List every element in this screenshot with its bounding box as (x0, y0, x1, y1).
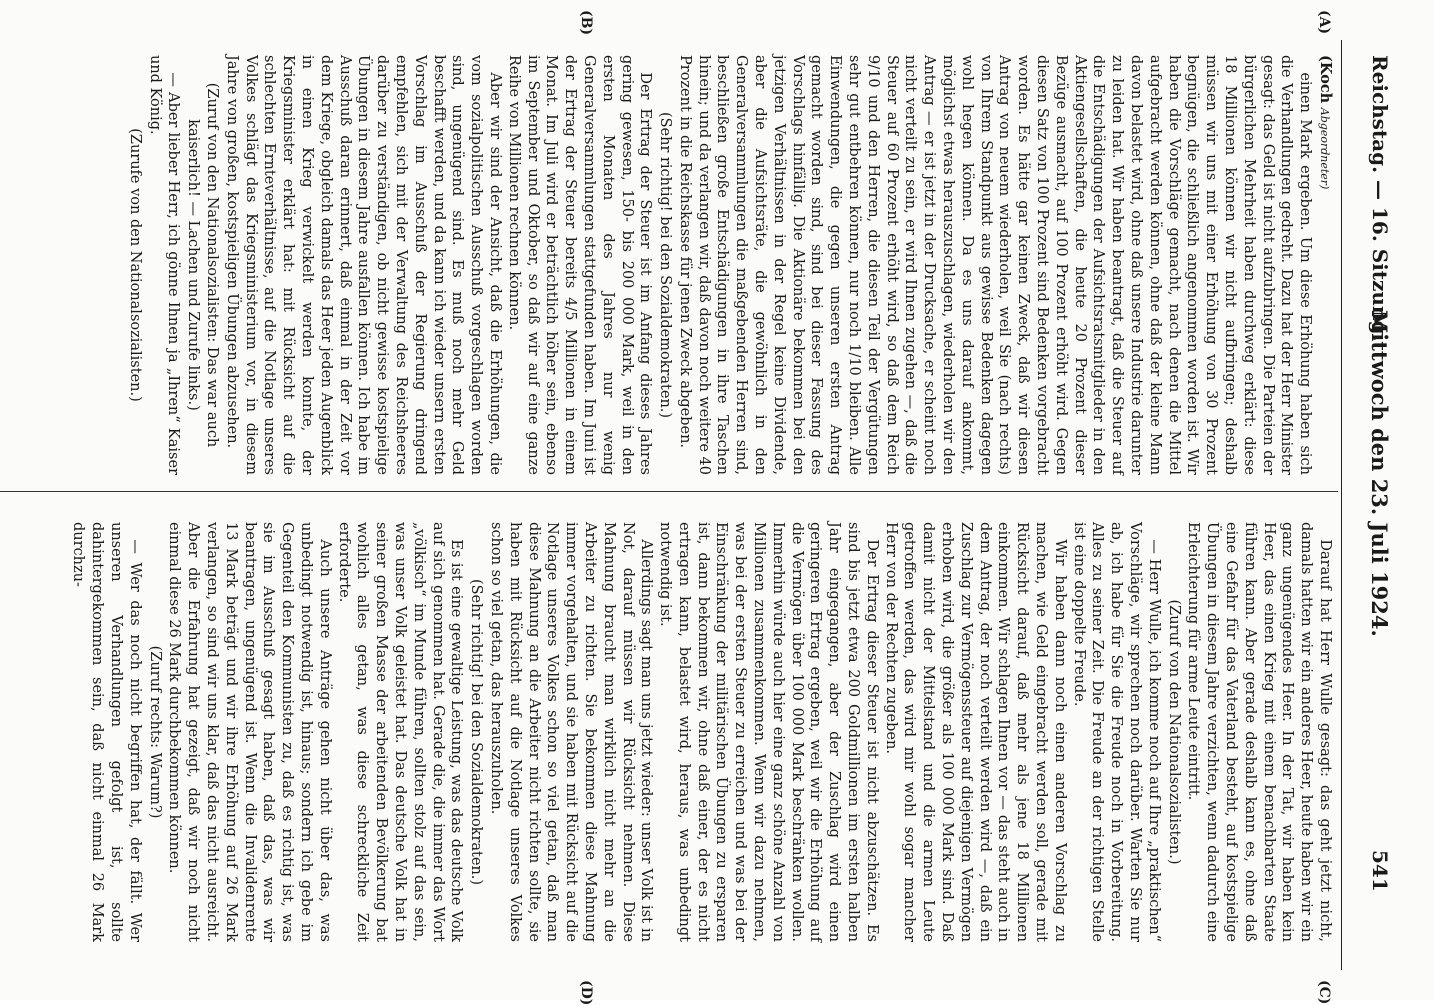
speaker-line (1314, 55, 1334, 475)
interjection: (Zuruf von den Nationalsozialisten.) (1165, 599, 1182, 865)
paragraph: — Aber lieber Herr, ich gönne Ihnen ja „Ihren“ Kaiser und König. (146, 55, 182, 475)
header-rule (1341, 40, 1342, 970)
paragraph: einen Mark ergeben. Um diese Erhöhung haben sich die Verhandlungen gedreht. Dazu hat der Herr Minister gesagt: das Geld ist nicht aufzubringen. Die Parteien der bürgerlichen Mehrheit haben durchweg erklärt: diese 18 Millionen können wir nicht aufbringen; deshalb müssen wir uns mit einer Erhöhung von 30 Prozent begnügen, die schließlich angenommen worden ist. Wir haben die Vorschläge gemacht, nach denen die Mittel aufgebracht werden können, ohne daß der kleine Mann davon belastet wird, ohne daß unsere Industrie darunter zu leiden hat. Wir haben beantragt, daß die Steuer auf die Entschädigungen der Aufsichtsratsmitglieder in den Aktiengesellschaften, die heute 20 Prozent dieser Bezüge ausmacht, auf 100 Prozent erhöht wird. Gegen diesen Satz von 100 Prozent sind Bedenken vorgebracht worden. Es hätte gar keinen Zweck, daß wir diesen Antrag von neuem wiederholen, weil Sie (nach rechts) von Ihrem Standpunkt aus gewisse Bedenken dagegen wohl hegen können. Da es uns darauf ankommt, möglichst etwas herauszuschlagen, wiederholen wir den Antrag — er ist jetzt in der Drucksache, er scheint noch nicht verteilt zu sein, er wird Ihnen zugehen —, daß die Steuer auf 60 Prozent erhöht wird, so daß dem Reich 9/10 und den Herren, die diesen Teil der Vergütungen sehr gut entbehren können, nur noch 1/10 bleiben. Alle Einwendungen, die gegen unseren ersten Antrag gemacht worden sind, sind bei dieser Fassung des Vorschlags hinfällig. Die Aktionäre bekommen bei den jetzigen Verhältnissen in der Regel keine Dividende, aber die Aufsichtsräte, die gewöhnlich in den Generalversammlungen die maßgebenden Herren sind, beschließen große Entschädigungen in ihre Taschen hinein; und da verlangen wir, daß davon noch weitere 40 Prozent in die Reichskasse für jenen Zweck abgeben. (676, 55, 1314, 475)
paragraph: Auch unsere Anträge gehen nicht über das, was unbedingt notwendig ist, hinaus; sondern ich gebe im Gegenteil den Kommunisten zu, daß es richtig ist, was sie im Ausschuß gesagt haben, daß das, was wir beantragen, ungenügend ist. Wenn die Invalidenrente 13 Mark beträgt und wir ihre Erhöhung auf 26 Mark verlangen, so sind wir uns klar, daß das nicht ausreicht. Aber die Erfahrung hat gezeigt, daß wir noch nicht einmal diese 26 Mark durchbekommen können. (166, 522, 333, 942)
interjection: (Zuruf rechts: Warum?) (146, 645, 163, 819)
interjection: (Sehr richtig! bei den Sozialdemokraten.) (468, 578, 485, 886)
paragraph: — Wer das noch nicht begriffen hat, der fällt. Wer unseren Verhandlungen gefolgt ist, sollte dahintergekommen sein, daß nicht einmal 26 Mark durchzu- (70, 522, 143, 942)
speaker-name: (Koch (1317, 55, 1334, 104)
paragraph: Wir haben dann noch einen anderen Vorschlag zu machen, wie Geld eingebracht werden soll, gerade mit Rücksicht darauf, daß mehr als jene 18 Millionen einkommen. Wir schlagen Ihnen vor — das steht auch in dem Antrag, der noch verteilt werden wird —, daß ein Zuschlag zur Vermögenssteuer auf diejenigen Vermögen erhoben wird, die größer als 100 000 Mark sind. Daß damit nicht der Mittelstand und die armen Leute getroffen werden, das wird mir wohl sogar mancher Herr von der Rechten zugeben. (882, 522, 1068, 942)
margin-marker-b: (B) (578, 10, 594, 36)
paragraph: Es ist eine gewaltige Leistung, was das deutsche Volk auf sich genommen hat. Gerade die, die immer das Wort „völkisch“ im Munde führen, sollten stolz auf das sein, was unser Volk geleistet hat. Das deutsche Volk hat in seiner großen Masse der arbeitenden Bevölkerung bat wohlich alles getan, was diese schreckliche Zeit erforderte. (335, 522, 465, 942)
paragraph: Der Ertrag dieser Steuer ist nicht abzuschätzen. Es sind bis jetzt etwa 200 Goldmillionen im ersten halben Jahr eingegangen, aber der Zuschlag wird einen geringeren Ertrag ergeben, weil wir die Erhöhung auf die Vermögen über 100 000 Mark beschränken wollen. Immerhin würde auch hier eine ganz schöne Anzahl von Millionen zusammenkommen. Wenn wir dazu nehmen, was bei der ersten Steuer zu erreichen und was bei der Einschränkung der militärischen Übungen zu ersparen ist, dann bekommen wir, ohne daß einer, der es nicht ertragen kann, belastet wird, heraus, was unbedingt notwendig ist. (657, 522, 880, 942)
page-number: 541 (1368, 850, 1392, 892)
interjection: (Zuruf von den Nationalsozialisten: Das war auch kaiserlich! — Lachen und Zurufe links.) (185, 82, 220, 448)
column-divider (0, 491, 1338, 492)
margin-marker-d: (D) (578, 980, 594, 1005)
margin-marker-c: (C) (1316, 980, 1332, 1005)
interjection: (Zurufe von den Nationalsozialisten.) (126, 128, 143, 402)
header-session: Reichstag. — 16. Sitzung. (1368, 55, 1392, 342)
margin-marker-a: (A) (1316, 10, 1332, 35)
right-column (69, 522, 1334, 942)
paragraph: Allerdings sagt man uns jetzt wieder: unser Volk ist in Not, darauf müssen wir Rücksicht nehmen. Diese Mahnung braucht man wirklich nicht mehr an die Arbeiter zu richten. Sie bekommen diese Mahnung immer vorgehalten, und sie haben mit Rücksicht auf die Notlage unseres Volkes schon so viel getan, daß man diese Mahnung an die Arbeiter nicht richten sollte, sie haben mit Rücksicht auf die Notlage unseres Volkes schon so viel getan, das herauszuholen. (487, 522, 655, 942)
speaker-role: Abgeordneter) (1318, 107, 1331, 190)
left-column (124, 55, 1334, 475)
header-date: Mittwoch den 23. Juli 1924. (1367, 310, 1392, 637)
paragraph: Darauf hat Herr Wulle gesagt: das geht jetzt nicht, damals hatten wir ein anderes Heer, heute haben wir ein ganz ungenügendes Heer. In der Tat, wir haben kein Heer, das einen Krieg mit einem benachbarten Staate führen kann. Aber gerade deshalb kann es, ohne daß eine Gefahr für das Vaterland besteht, auf kostspielige Übungen in diesem Jahre verzichten, wenn dadurch eine Erleichterung für arme Leute eintritt. (1185, 522, 1333, 942)
paragraph: Der Ertrag der Steuer ist im Anfang dieses Jahres gering gewesen, 150- bis 200 000 Mark, weil in den ersten Monaten des Jahres nur wenig Generalversammlungen stattgefunden haben. Im Juni ist der Ertrag der Steuer bereits 4/5 Millionen in einem Monat. Im Juli wird er beträchtlich höher sein, ebenso im September und Oktober, so daß wir auf eine ganze Reihe von Millionen rechnen können. (505, 55, 654, 475)
paragraph: Aber wir sind der Ansicht, daß die Erhöhungen, die vom sozialpolitischen Ausschuß vorgeschlagen worden sind, ungenügend sind. Es muß noch mehr Geld beschafft werden, und da kann ich wieder unsern ersten Vorschlag im Ausschuß der Regierung dringend empfehlen, sich mit der Verwaltung des Reichsheeres darüber zu verständigen, ob nicht gewisse kostspielige Übungen in diesem Jahre ausfallen können. Ich habe im Ausschuß daran erinnert, daß einmal in der Zeit vor dem Kriege, obgleich damals das Heer jeden Augenblick in einen Krieg verwickelt werden konnte, der Kriegsminister erklärt hat: mit Rücksicht auf die schlechten Ernteverhältnisse, auf die Notlage unseres Volkes schlägt das Kriegsministerium vor, in diesem Jahre von großen, kostspieligen Übungen abzusehen. (223, 55, 503, 475)
paragraph: — Herr Wulle, ich komme noch auf Ihre „praktischen“ Vorschläge, wir sprechen noch darüber. Warten Sie nur ab, ich habe für Sie die Freude noch in Vorbereitung. Alles zu seiner Zeit. Die Freude an der richtigen Stelle ist eine doppelte Freude. (1070, 522, 1162, 942)
interjection: (Sehr richtig! bei den Sozialdemokraten.) (657, 111, 674, 419)
